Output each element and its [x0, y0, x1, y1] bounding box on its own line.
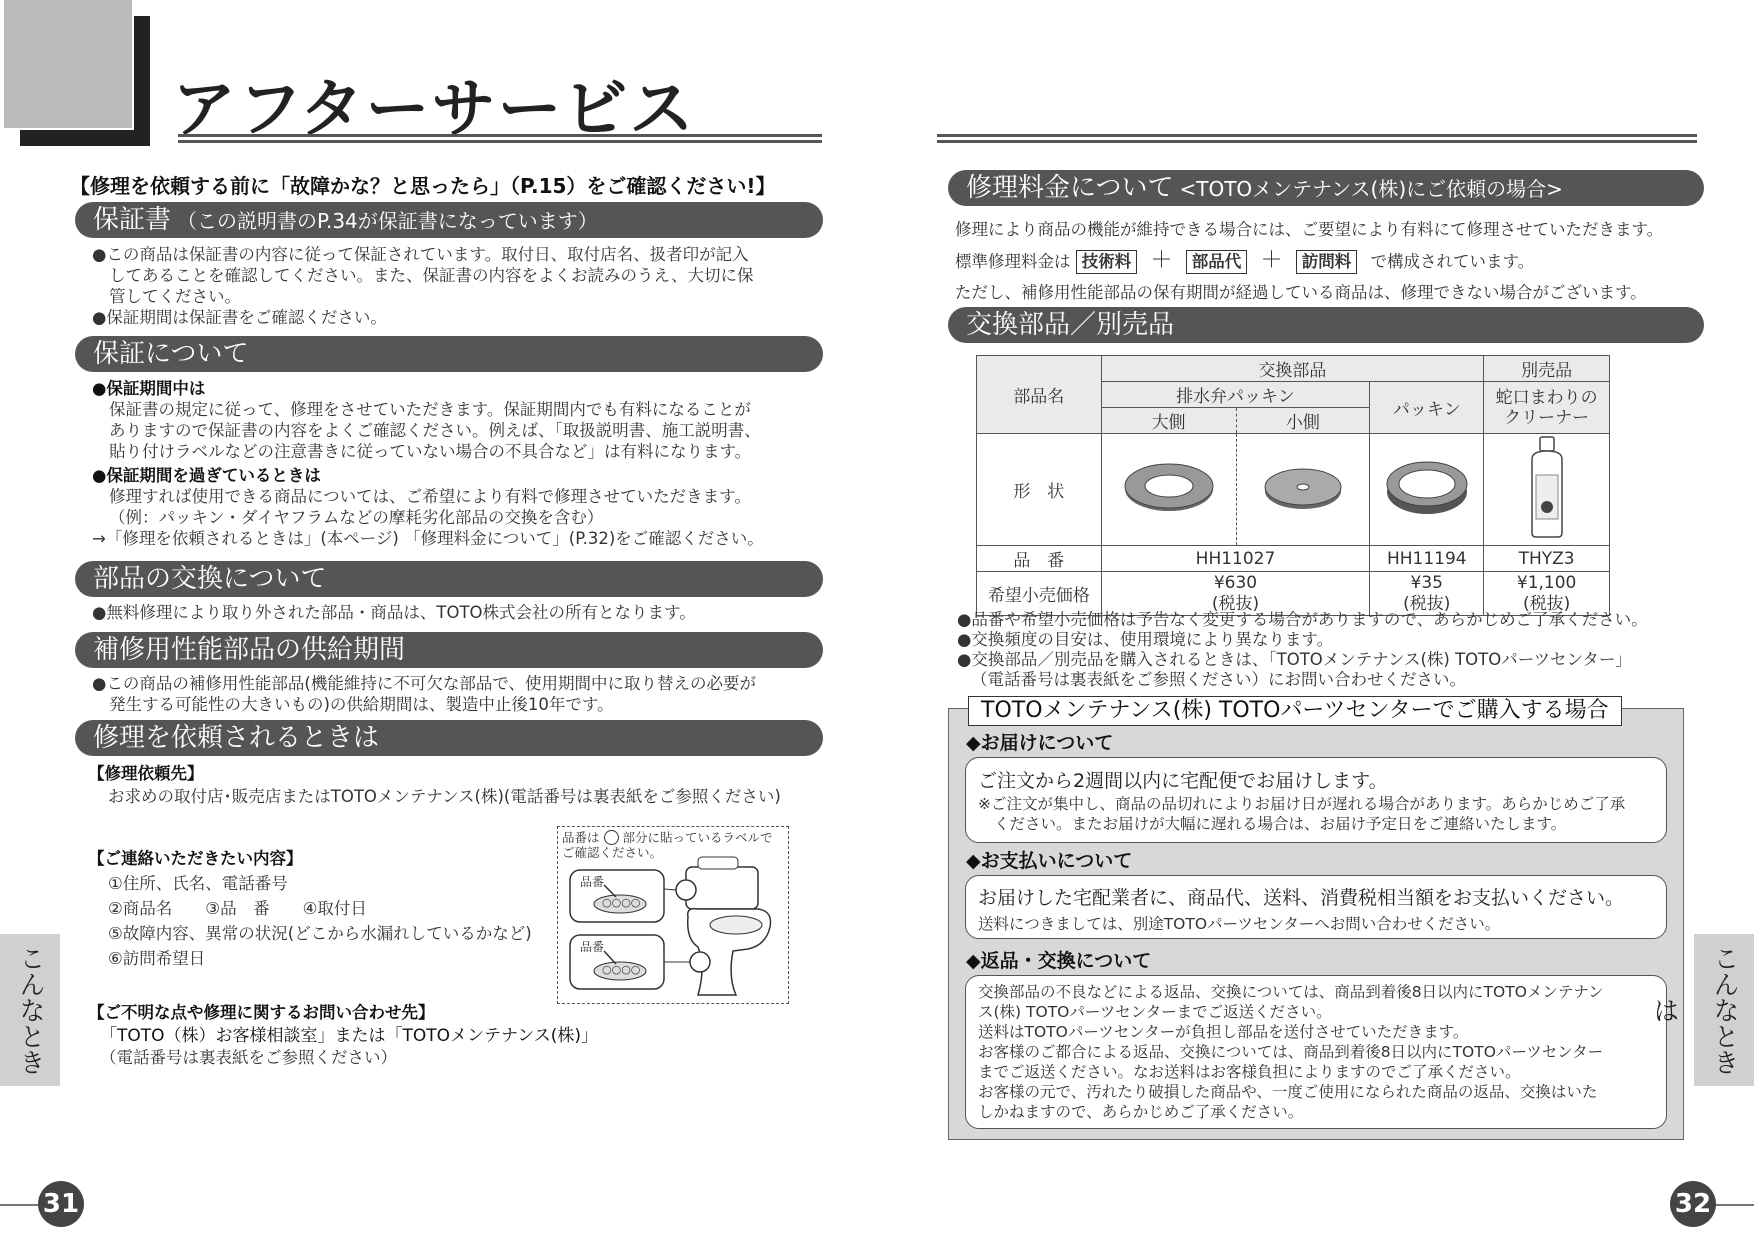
- return-box: 交換部品の不良などによる返品、交換については、商品到着後8日以内にTOTOメンテナン ス(株) TOTOパーツセンターまでご返送ください。 送料はTOTOパーツセンターが負担し部品を送付させていただきます。 お客様のご都合による返品、交換については、商品到着後8日以内にTOTOパーツセンター までご返送ください。なお送料はお客様負担によりますのでご了承ください。 お客様の元で、汚れたり破損した商品や、一度ご使用になられた商品の返品、交換はいた しかねますので、あらかじめご了承ください。: [965, 975, 1667, 1129]
- section-heading-warranty-card: 保証書 （この説明書のP.34が保証書になっています）: [75, 202, 823, 238]
- fee-technical: 技術料: [1076, 250, 1138, 274]
- return-heading: ◆返品・交換について: [966, 950, 1152, 972]
- page-number-left: 31: [38, 1181, 84, 1227]
- repair-destination: 【修理依頼先】 お求めの取付店･販売店またはTOTOメンテナンス(株)(電話番号は裏表紙をご参照ください): [88, 764, 781, 806]
- label-location-figure: 品番は 部分に貼っているラベルで ご確認ください。 品番 品番 ○○○○ ○○○○: [557, 826, 789, 1004]
- toilet-illustration: [558, 827, 788, 1003]
- payment-box: お届けした宅配業者に、商品代、送料、消費税相当額をお支払いください。 送料につきましては、別途TOTOパーツセンターへお問い合わせください。: [965, 875, 1667, 939]
- fee-visit: 訪問料: [1296, 250, 1358, 274]
- section-heading-parts: 交換部品／別売品: [948, 307, 1704, 343]
- parts-notes: ●品番や希望小売価格は予告なく変更する場合がありますので、あらかじめご了承ください。 ●交換頻度の目安は、使用環境により異なります。 ●交換部品／別売品を購入されるときは、「TOTOメンテナンス(株) TOTOパーツセンター」 （電話番号は裏表紙をご参照ください）にお問い合わせください。: [957, 610, 1648, 689]
- section-heading-repair-fee: 修理料金について <TOTOメンテナンス(株)にご依頼の場合>: [948, 170, 1704, 206]
- payment-heading: ◆お支払いについて: [966, 850, 1133, 872]
- parts-exchange-text: ●無料修理により取り外された部品・商品は、TOTO株式会社の所有となります。: [92, 603, 696, 622]
- small-gasket-image: [1258, 461, 1348, 513]
- page-number-right: 32: [1670, 1181, 1716, 1227]
- page-number-line-right: [1712, 1204, 1754, 1206]
- side-tab-right: こんなときは: [1694, 934, 1754, 1086]
- delivery-heading: ◆お届けについて: [966, 732, 1114, 754]
- packing-image: [1382, 456, 1472, 518]
- page-title: アフターサービス: [172, 73, 696, 147]
- side-tab-left: こんなとき: [0, 934, 60, 1086]
- repair-fee-text: 修理により商品の機能が維持できる場合には、ご要望により有料にて修理させていただきます。 標準修理料金は 技術料 ＋ 部品代 ＋ 訪問料 で構成されています。 ただし、補修用性能部品の保有期間が経過している商品は、修理できない場合がございます。: [955, 220, 1664, 302]
- contact-items: 【ご連絡いただきたい内容】 ①住所、氏名、電話番号 ②商品名 ③品 番 ④取付日 ⑤故障内容、異常の状況(どこから水漏れしているかなど) ⑥訪問希望日: [88, 849, 532, 968]
- supply-period-text: ●この商品の補修用性能部品(機能維持に不可欠な部品で、使用期間中に取り替えの必要が 発生する可能性の大きいもの)の供給期間は、製造中止後10年です。: [92, 674, 757, 714]
- warranty-text: ●保証期間中は 保証書の規定に従って、修理をさせていただきます。保証期間内でも有料になることが ありますので保証書の内容をよくご確認ください。例えば、「取扱説明書、施工説明書、 貼り付けラベルなどの注意書きに従っていない場合の不具合など」は有料になります。 ●保証期間を過ぎているときは 修理すれば使用できる商品については、ご希望により有料で修理させていただきます。 （例：パッキン・ダイヤフラムなどの摩耗劣化部品の交換を含む） →「修理を依頼されるときは」(本ページ) 「修理料金について」(P.32)をご確認ください。: [92, 379, 764, 548]
- inquiry-info: 【ご不明な点や修理に関するお問い合わせ先】 「TOTO（株）お客様相談室」または「TOTOメンテナンス(株)」 （電話番号は裏表紙をご参照ください）: [88, 1003, 598, 1067]
- notice-line: 【修理を依頼する前に「故障かな？と思ったら」（P.15）をご確認ください!】: [70, 174, 776, 198]
- large-gasket-image: [1119, 457, 1219, 517]
- section-heading-repair-request: 修理を依頼されるときは: [75, 720, 823, 756]
- title-corner-shadow: [20, 16, 150, 146]
- parts-table: 部品名 交換部品 別売品 排水弁パッキン パッキン 蛇口まわりの クリーナー 大側 小側 形 状 品 番 HH11027 HH11194 THYZ3 希望小売価格 ¥630 (税抜) ¥35 (税抜) ¥1,100 (税抜): [976, 355, 1610, 616]
- delivery-box: ご注文から2週間以内に宅配便でお届けします。 ※ご注文が集中し、商品の品切れによりお届け日が遅れる場合があります。あらかじめご了承 ください。またお届けが大幅に遅れる場合は、お届け予定日をご連絡いたします。: [965, 757, 1667, 843]
- title-rule: [178, 134, 822, 143]
- right-top-rule: [937, 134, 1697, 143]
- cleaner-bottle-image: [1522, 435, 1572, 539]
- fee-parts: 部品代: [1186, 250, 1248, 274]
- purchase-title: TOTOメンテナンス(株) TOTOパーツセンターでご購入する場合: [968, 696, 1622, 726]
- section-heading-supply-period: 補修用性能部品の供給期間: [75, 632, 823, 668]
- page-number-line-left: [0, 1204, 42, 1206]
- section-heading-parts-exchange: 部品の交換について: [75, 561, 823, 597]
- warranty-card-text: ●この商品は保証書の内容に従って保証されています。取付日、取付店名、扱者印が記入 してあることを確認してください。また、保証書の内容をよくお読みのうえ、大切に保 管してください。 ●保証期間は保証書をご確認ください。: [92, 245, 754, 327]
- section-heading-warranty: 保証について: [75, 336, 823, 372]
